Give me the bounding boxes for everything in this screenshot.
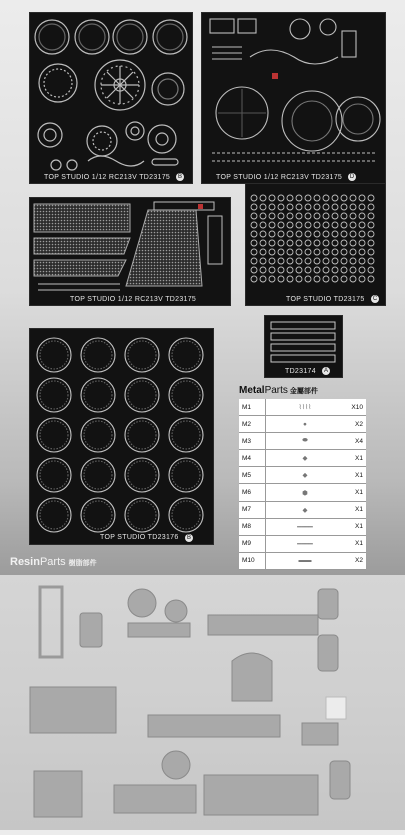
washer <box>359 213 365 219</box>
washer <box>350 276 356 282</box>
washer <box>359 276 365 282</box>
sheet-label: TOP STUDIO 1/12 RC213V TD23175 <box>70 296 197 303</box>
washer <box>296 204 302 210</box>
washer <box>260 195 266 201</box>
washer <box>287 213 293 219</box>
washer <box>251 249 257 255</box>
washer <box>350 258 356 264</box>
washer <box>341 204 347 210</box>
disc-inner <box>40 381 68 409</box>
fitting-icon: ◆ <box>266 467 345 484</box>
part-quantity: X1 <box>344 484 366 501</box>
part-quantity: X4 <box>344 433 366 450</box>
disc-inner <box>84 461 112 489</box>
washer <box>287 258 293 264</box>
washer <box>296 213 302 219</box>
disc-inner <box>172 421 200 449</box>
resin-parts-art <box>0 575 405 830</box>
washer <box>287 267 293 273</box>
washer <box>296 249 302 255</box>
washer <box>341 231 347 237</box>
washer <box>332 213 338 219</box>
washer <box>260 213 266 219</box>
sheet-label: TD23174 <box>285 368 316 375</box>
metal-part-row <box>239 518 366 535</box>
disc <box>81 378 115 412</box>
washer <box>332 249 338 255</box>
resin-parts-photo <box>0 575 405 830</box>
sheet-badge: B <box>177 174 182 180</box>
washer <box>305 249 311 255</box>
washer <box>341 195 347 201</box>
washer <box>341 249 347 255</box>
washer <box>341 240 347 246</box>
part-code: M6 <box>239 484 266 501</box>
washer <box>314 249 320 255</box>
washer <box>368 195 374 201</box>
washer <box>269 213 275 219</box>
washer <box>251 204 257 210</box>
disc-inner <box>172 501 200 529</box>
washer <box>278 276 284 282</box>
disc <box>81 338 115 372</box>
washer <box>341 213 347 219</box>
washer <box>251 222 257 228</box>
photo-etch-sheet-discs <box>29 328 214 545</box>
washer <box>269 222 275 228</box>
washer <box>323 204 329 210</box>
washer <box>314 267 320 273</box>
fitting-icon: ◆ <box>266 501 345 518</box>
metal-part-row <box>239 416 366 433</box>
washer <box>269 240 275 246</box>
washer <box>341 258 347 264</box>
part-quantity: X1 <box>344 467 366 484</box>
washer <box>368 231 374 237</box>
washer <box>251 276 257 282</box>
washer <box>323 222 329 228</box>
metal-parts-table <box>239 399 366 570</box>
disc <box>37 498 71 532</box>
brake-parts-art <box>30 13 192 183</box>
nut-icon: ⬢ <box>266 484 345 501</box>
disc-inner <box>40 341 68 369</box>
washer <box>350 195 356 201</box>
washer <box>287 249 293 255</box>
metal-part-row <box>239 552 366 569</box>
disc-inner <box>40 501 68 529</box>
part-code: M3 <box>239 433 266 450</box>
disc <box>125 378 159 412</box>
disc-inner <box>84 501 112 529</box>
metal-part-row <box>239 535 366 552</box>
washer <box>269 249 275 255</box>
disc <box>169 498 203 532</box>
washer <box>260 276 266 282</box>
washer <box>287 204 293 210</box>
metal-part-row <box>239 399 366 416</box>
washer <box>332 240 338 246</box>
part-code: M7 <box>239 501 266 518</box>
washer <box>287 231 293 237</box>
disc-inner <box>40 461 68 489</box>
washer <box>305 195 311 201</box>
washer <box>314 258 320 264</box>
washer <box>296 231 302 237</box>
sheet-badge: B <box>186 535 191 541</box>
washer <box>296 276 302 282</box>
part-quantity: X1 <box>344 518 366 535</box>
part-code: M10 <box>239 552 266 569</box>
washer <box>278 222 284 228</box>
washer <box>269 258 275 264</box>
disc-inner <box>84 421 112 449</box>
washer <box>251 267 257 273</box>
washer <box>278 240 284 246</box>
washer-parts-art <box>246 184 385 305</box>
photo-etch-sheet-mesh <box>29 197 231 306</box>
washer <box>341 276 347 282</box>
washer <box>287 222 293 228</box>
washer <box>296 195 302 201</box>
disc-icon: ● <box>266 416 345 433</box>
washer <box>341 267 347 273</box>
washer <box>368 213 374 219</box>
photo-etch-sheet-washers <box>245 183 386 306</box>
washer <box>260 222 266 228</box>
washer <box>305 213 311 219</box>
washer <box>359 231 365 237</box>
disc-inner <box>172 341 200 369</box>
disc-inner <box>84 341 112 369</box>
washer <box>332 258 338 264</box>
washer <box>260 249 266 255</box>
washer <box>269 195 275 201</box>
spring-icon: ⌇⌇⌇⌇ <box>266 399 345 416</box>
washer <box>368 204 374 210</box>
washer <box>305 204 311 210</box>
washer <box>332 222 338 228</box>
washer <box>251 240 257 246</box>
washer <box>314 240 320 246</box>
washer <box>260 231 266 237</box>
washer <box>251 231 257 237</box>
disc-inner <box>172 381 200 409</box>
washer <box>332 204 338 210</box>
washer <box>260 240 266 246</box>
fitting-icon: ◆ <box>266 450 345 467</box>
metal-part-row <box>239 501 366 518</box>
part-quantity: X1 <box>344 450 366 467</box>
washer <box>278 195 284 201</box>
disc <box>169 458 203 492</box>
washer <box>359 267 365 273</box>
metal-part-row <box>239 467 366 484</box>
washer <box>314 213 320 219</box>
disc-inner <box>84 381 112 409</box>
washer <box>305 267 311 273</box>
washer <box>323 249 329 255</box>
disc <box>81 418 115 452</box>
washer <box>305 276 311 282</box>
part-code: M9 <box>239 535 266 552</box>
washer <box>323 195 329 201</box>
part-code: M4 <box>239 450 266 467</box>
washer <box>350 240 356 246</box>
disc <box>169 338 203 372</box>
washer <box>296 240 302 246</box>
washer <box>260 258 266 264</box>
washer <box>323 231 329 237</box>
washer <box>332 195 338 201</box>
part-quantity: X1 <box>344 535 366 552</box>
washer <box>323 276 329 282</box>
disc <box>81 458 115 492</box>
washer <box>332 276 338 282</box>
washer <box>260 204 266 210</box>
photo-etch-sheet-radiator <box>201 12 386 184</box>
disc-inner <box>128 381 156 409</box>
washer <box>359 258 365 264</box>
washer <box>269 204 275 210</box>
washer <box>350 222 356 228</box>
washer <box>350 204 356 210</box>
washer <box>350 267 356 273</box>
rod-icon: ━━━━ <box>266 535 345 552</box>
disc <box>81 498 115 532</box>
washer <box>350 249 356 255</box>
part-quantity: X1 <box>344 501 366 518</box>
disc <box>125 418 159 452</box>
photo-etch-sheet-brakes <box>29 12 193 184</box>
exhaust-icon: ▬▬ <box>266 552 345 569</box>
sheet-label: TOP STUDIO 1/12 RC213V TD23175 <box>216 174 343 181</box>
bolt-icon: ⬬ <box>266 433 345 450</box>
washer <box>323 213 329 219</box>
disc-inner <box>40 421 68 449</box>
washer <box>296 258 302 264</box>
metal-parts-title: MetalParts 金屬部件 <box>239 385 318 396</box>
washer <box>368 276 374 282</box>
washer <box>368 267 374 273</box>
sheet-badge: A <box>323 368 328 374</box>
washer <box>305 240 311 246</box>
washer <box>368 240 374 246</box>
metal-parts-panel <box>239 385 366 570</box>
radiator-parts-art <box>202 13 385 183</box>
sheet-label: TOP STUDIO 1/12 RC213V TD23175 <box>44 174 171 181</box>
disc-parts-art <box>30 329 213 544</box>
washer <box>278 204 284 210</box>
washer <box>314 204 320 210</box>
part-quantity: X2 <box>344 552 366 569</box>
sheet-label: TOP STUDIO TD23175 <box>286 296 365 303</box>
disc <box>125 338 159 372</box>
washer <box>251 213 257 219</box>
washer <box>287 240 293 246</box>
washer <box>305 231 311 237</box>
washer <box>350 213 356 219</box>
washer <box>305 258 311 264</box>
washer <box>278 213 284 219</box>
part-quantity: X2 <box>344 416 366 433</box>
resin-parts-title: ResinParts 樹脂部件 <box>10 556 97 568</box>
disc <box>169 378 203 412</box>
metal-part-row <box>239 484 366 501</box>
sheet-badge: C <box>372 296 378 302</box>
washer <box>287 195 293 201</box>
washer <box>269 267 275 273</box>
disc <box>37 378 71 412</box>
disc-inner <box>128 501 156 529</box>
sheet-label: TOP STUDIO TD23176 <box>100 534 179 541</box>
metal-part-row <box>239 450 366 467</box>
washer <box>359 222 365 228</box>
washer <box>341 222 347 228</box>
washer <box>251 195 257 201</box>
washer <box>296 267 302 273</box>
washer <box>368 258 374 264</box>
washer <box>350 231 356 237</box>
disc <box>37 418 71 452</box>
disc <box>125 458 159 492</box>
washer <box>314 195 320 201</box>
washer <box>287 276 293 282</box>
disc <box>169 418 203 452</box>
washer <box>269 276 275 282</box>
sheet-badge: D <box>349 174 355 180</box>
disc-inner <box>172 461 200 489</box>
washer <box>251 258 257 264</box>
photo-etch-sheet-strips <box>264 315 343 378</box>
washer <box>314 231 320 237</box>
washer <box>278 231 284 237</box>
washer <box>296 222 302 228</box>
washer <box>359 249 365 255</box>
washer <box>278 249 284 255</box>
disc <box>37 338 71 372</box>
washer <box>278 267 284 273</box>
part-code: M8 <box>239 518 266 535</box>
washer <box>332 231 338 237</box>
washer <box>332 267 338 273</box>
disc-inner <box>128 461 156 489</box>
washer <box>359 195 365 201</box>
washer <box>323 240 329 246</box>
disc <box>125 498 159 532</box>
disc <box>37 458 71 492</box>
washer <box>368 222 374 228</box>
disc-inner <box>128 341 156 369</box>
part-quantity: X10 <box>344 399 366 416</box>
washer <box>305 222 311 228</box>
washer <box>269 231 275 237</box>
washer <box>278 258 284 264</box>
washer <box>368 249 374 255</box>
disc-inner <box>128 421 156 449</box>
part-code: M5 <box>239 467 266 484</box>
part-code: M2 <box>239 416 266 433</box>
washer <box>323 267 329 273</box>
metal-part-row <box>239 433 366 450</box>
washer <box>260 267 266 273</box>
mesh-parts-art <box>30 198 230 305</box>
washer <box>323 258 329 264</box>
washer <box>359 204 365 210</box>
washer <box>359 240 365 246</box>
rod-icon: ━━━━ <box>266 518 345 535</box>
part-code: M1 <box>239 399 266 416</box>
washer <box>314 276 320 282</box>
washer <box>314 222 320 228</box>
